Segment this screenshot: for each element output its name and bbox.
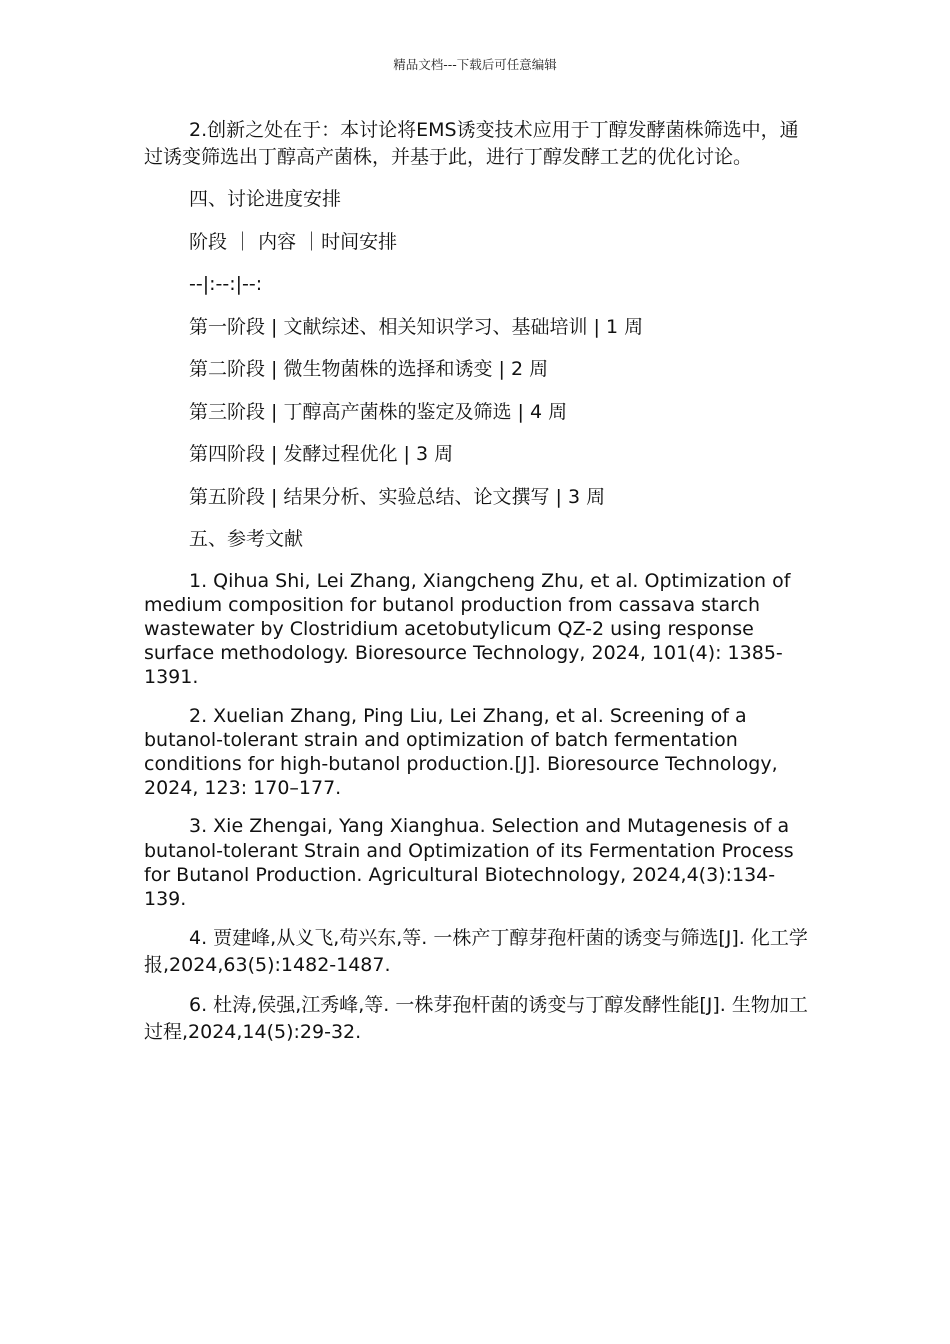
reference-item-3: 3. Xie Zhengai, Yang Xianghua. Selection and Mutagenesis of a butanol-tolerant Strain and Optimization of its Fermentation Process for Butanol Production. Agricultural Biotechnology, 2024,4(3):134-139. bbox=[144, 815, 794, 910]
reference-item-4: 4. 贾建峰,从义飞,苟兴东,等. 一株产丁醇芽孢杆菌的诱变与筛选[J]. 化工学报,2024,63(5):1482-1487. bbox=[144, 927, 808, 977]
section-heading-schedule: 四、讨论进度安排 bbox=[189, 188, 342, 210]
schedule-row-3: 第三阶段 | 丁醇高产菌株的鉴定及筛选 | 4 周 bbox=[189, 400, 568, 423]
schedule-row-1: 第一阶段 | 文献综述、相关知识学习、基础培训 | 1 周 bbox=[189, 315, 644, 338]
reference-item-2: 2. Xuelian Zhang, Ping Liu, Lei Zhang, et al. Screening of a butanol-tolerant strain and optimization of batch fermentation conditions for high-butanol production.[J]. Bioresource Technology, 2024, 123: 170–177. bbox=[144, 704, 778, 800]
innovation-paragraph: 2.创新之处在于：本讨论将EMS诱变技术应用于丁醇发酵菌株筛选中，通过诱变筛选出丁醇高产菌株，并基于此，进行丁醇发酵工艺的优化讨论。 bbox=[144, 119, 799, 168]
schedule-table-header: 阶段 ｜ 内容 ｜时间安排 bbox=[189, 230, 398, 253]
reference-item-1: 1. Qihua Shi, Lei Zhang, Xiangcheng Zhu, et al. Optimization of medium composition for butanol production from cassava starch wastewater by Clostridium acetobutylicum QZ-2 using response surface methodology. Bioresource Technology, 2024, 101(4): 1385-1391. bbox=[144, 569, 791, 689]
document-body bbox=[144, 117, 808, 1059]
page-header: 精品文档---下载后可任意编辑 bbox=[393, 57, 557, 72]
schedule-row-4: 第四阶段 | 发酵过程优化 | 3 周 bbox=[189, 443, 454, 465]
schedule-table-separator: --|:--:|--: bbox=[189, 273, 263, 295]
schedule-row-2: 第二阶段 | 微生物菌株的选择和诱变 | 2 周 bbox=[189, 358, 549, 380]
schedule-row-5: 第五阶段 | 结果分析、实验总结、论文撰写 | 3 周 bbox=[189, 485, 606, 508]
section-heading-references: 五、参考文献 bbox=[189, 528, 304, 550]
reference-item-6: 6. 杜涛,侯强,江秀峰,等. 一株芽孢杆菌的诱变与丁醇发酵性能[J]. 生物加工过程,2024,14(5):29-32. bbox=[144, 994, 808, 1044]
